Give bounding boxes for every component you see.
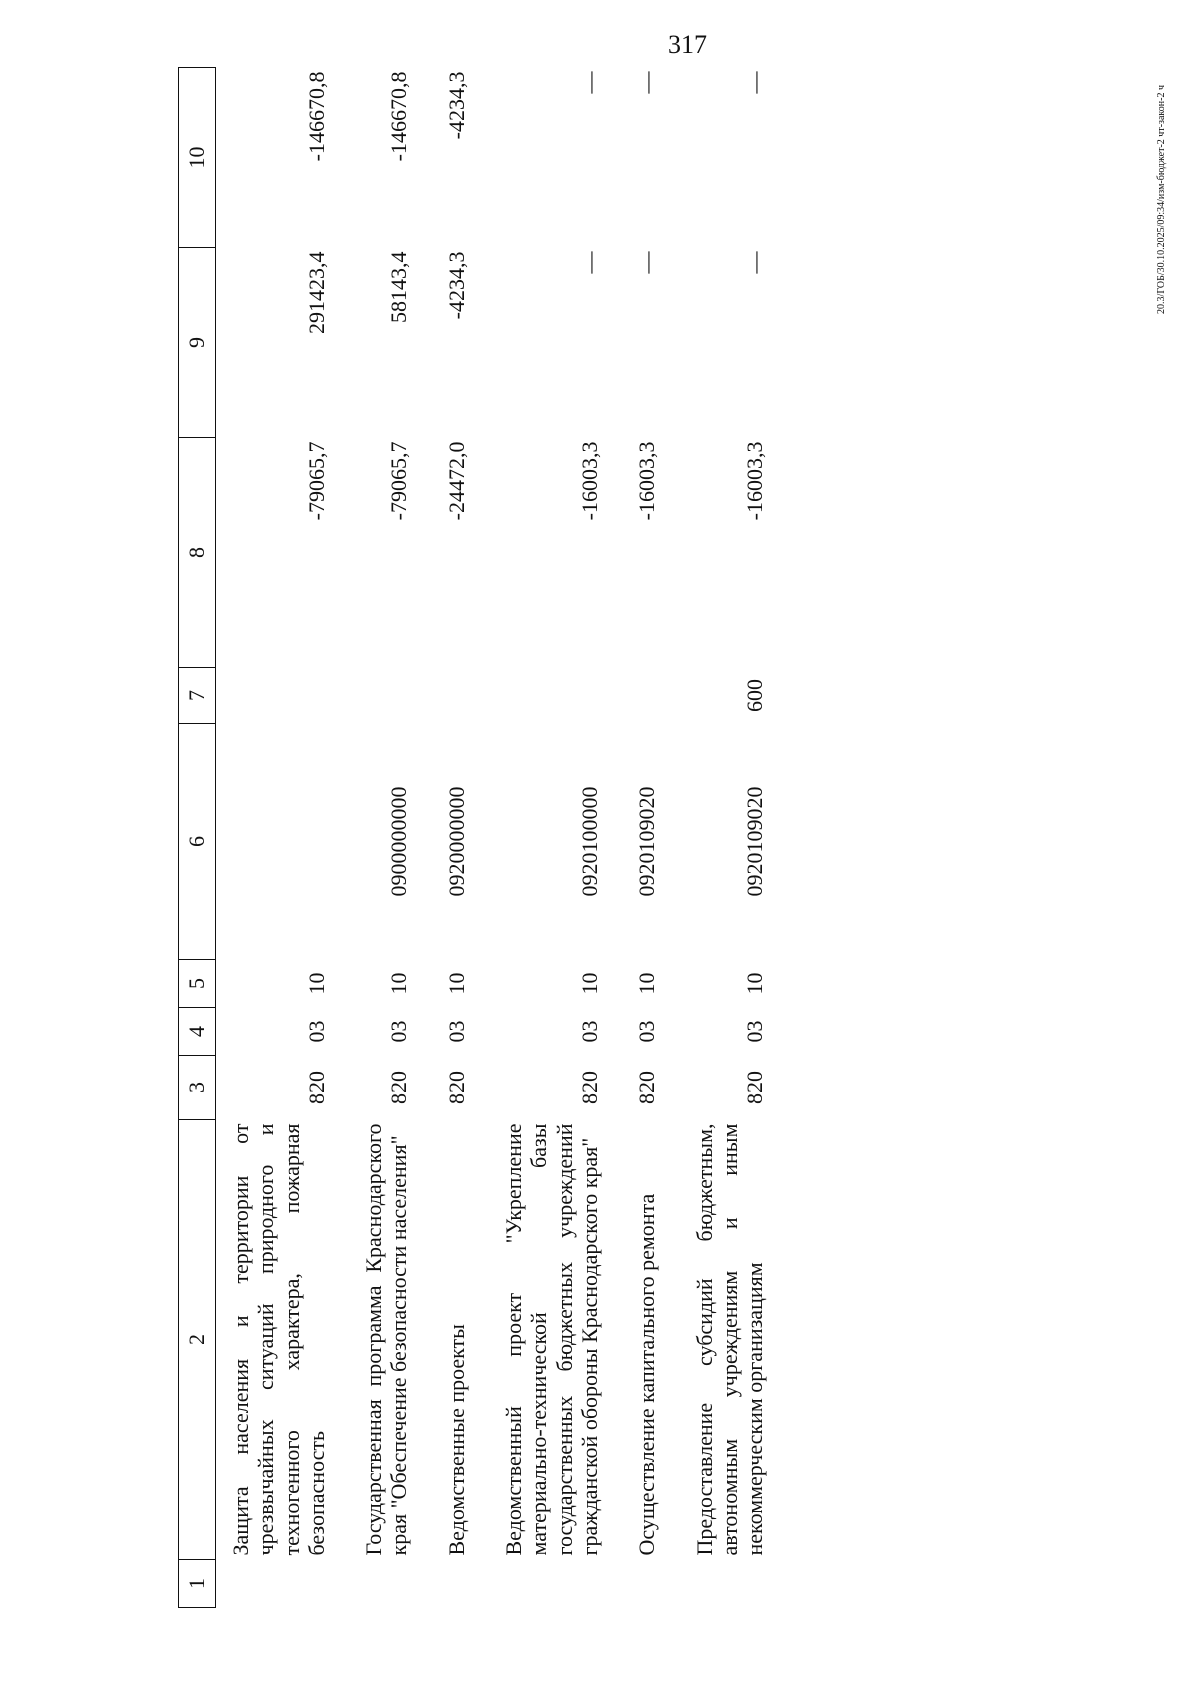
amount-col10: — [634, 71, 660, 94]
amount-col9: — [634, 251, 660, 274]
table-row [216, 68, 350, 1608]
amount-col10: — [742, 71, 768, 94]
table-row [489, 68, 622, 1608]
column-header: 3 [179, 1056, 216, 1120]
amount-col8: -16003,3 [576, 441, 602, 521]
subsection-code: 10 [443, 972, 469, 995]
expense-type-code [349, 668, 432, 724]
amount-col8: -16003,3 [742, 441, 768, 521]
amount-col10: -146670,8 [386, 71, 412, 162]
row-number-cell [622, 1560, 679, 1608]
expense-type-code [216, 668, 350, 724]
subsection-code: 10 [303, 972, 329, 995]
row-number-cell [489, 1560, 622, 1608]
column-header: 2 [179, 1120, 216, 1560]
row-number-cell [432, 1560, 489, 1608]
subsection-code: 10 [386, 972, 412, 995]
section-code: 03 [386, 1020, 412, 1043]
column-header: 4 [179, 1008, 216, 1056]
section-code: 03 [634, 1020, 660, 1043]
amount-col9: 291423,4 [303, 251, 329, 334]
amount-col9: — [576, 251, 602, 274]
expense-type-code [432, 668, 489, 724]
row-description: Государственная программа Краснодарского края "Обеспечение безопасности населения" [361, 1123, 412, 1556]
ministry-code: 820 [742, 1071, 768, 1104]
column-header: 8 [179, 438, 216, 668]
amount-col8: -79065,7 [303, 441, 329, 521]
expense-type-code [489, 668, 622, 724]
amount-col10: -146670,8 [303, 71, 329, 162]
section-code: 03 [742, 1020, 768, 1043]
amount-col8: -16003,3 [634, 441, 660, 521]
target-article-code: 0920000000 [443, 786, 469, 897]
amount-col10: -4234,3 [443, 71, 469, 140]
table-row [622, 68, 679, 1608]
section-code: 03 [443, 1020, 469, 1043]
subsection-code: 10 [742, 972, 768, 995]
ministry-code: 820 [303, 1071, 329, 1104]
row-number-cell [216, 1560, 350, 1608]
subsection-code: 10 [634, 972, 660, 995]
row-description: Осуществление капитального ремонта [634, 1193, 660, 1556]
amount-col9: -4234,3 [443, 251, 469, 320]
ministry-code: 820 [443, 1071, 469, 1104]
row-description: Ведомственные проекты [443, 1324, 469, 1556]
target-article-code: 0920100000 [576, 786, 602, 897]
row-number-cell [680, 1560, 788, 1608]
expense-type-code: 600 [742, 679, 768, 712]
expense-type-code [622, 668, 679, 724]
table-row [349, 68, 432, 1608]
section-code: 03 [576, 1020, 602, 1043]
subsection-code: 10 [576, 972, 602, 995]
column-header: 5 [179, 960, 216, 1008]
amount-col9: 58143,4 [386, 251, 412, 323]
column-header: 7 [179, 668, 216, 724]
table-row [680, 68, 788, 1608]
target-article-code: 0920109020 [634, 786, 660, 897]
amount-col8: -79065,7 [386, 441, 412, 521]
row-description: Ведомственный проект "Укрепление материально-технической базы государственных бюджетных учреждений гражданской обороны Краснодарского края" [501, 1123, 602, 1556]
column-header: 9 [179, 248, 216, 438]
row-description: Предоставление субсидий бюджетным, автономным учреждениям и иным некоммерческим организациям [691, 1123, 768, 1556]
ministry-code: 820 [386, 1071, 412, 1104]
ministry-code: 820 [576, 1071, 602, 1104]
target-article-code [216, 724, 350, 960]
amount-col10: — [576, 71, 602, 94]
budget-table-container [178, 68, 1058, 1608]
column-header: 6 [179, 724, 216, 960]
column-number-header-row [179, 68, 216, 1608]
section-code: 03 [303, 1020, 329, 1043]
document-code: 20.3/ГОБ/30.10.2025/09:34/изм-бюджет-2 чт-закон-2 ч [1156, 85, 1167, 314]
table-row [432, 68, 489, 1608]
row-description: Защита населения и территории от чрезвычайных ситуаций природного и техногенного характера, пожарная безопасность [228, 1123, 329, 1556]
column-header: 10 [179, 68, 216, 248]
ministry-code: 820 [634, 1071, 660, 1104]
row-number-cell [349, 1560, 432, 1608]
amount-col8: -24472,0 [443, 441, 469, 521]
amount-col9: — [742, 251, 768, 274]
page-number: 317 [668, 30, 707, 59]
target-article-code: 0900000000 [386, 786, 412, 897]
column-header: 1 [179, 1560, 216, 1608]
target-article-code: 0920109020 [742, 786, 768, 897]
budget-table [178, 67, 787, 1608]
